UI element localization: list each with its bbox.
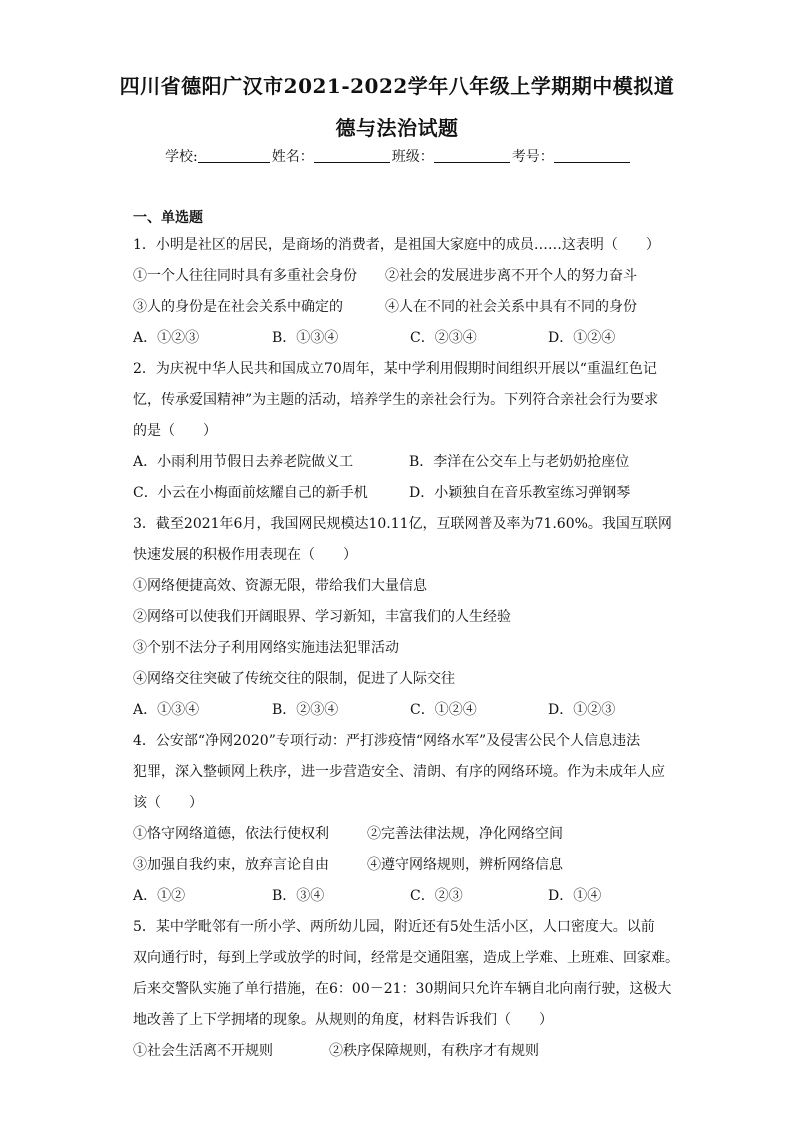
q4-statement-4: ④遵守网络规则，辨析网络信息 [367, 857, 563, 873]
q2-choice-c[interactable]: C．小云在小梅面前炫耀自己的新手机 [133, 485, 368, 501]
q4-choice-a[interactable]: A．①② [133, 888, 186, 904]
exam-number-blank[interactable] [554, 150, 630, 163]
q3-statement-4: ④网络交往突破了传统交往的限制，促进了人际交往 [133, 671, 455, 687]
q3-stem-line1: 3．截至2021年6月，我国网民规模达10.11亿，互联网普及率为71.60%。我国互联网 [133, 516, 672, 532]
q3-choice-b[interactable]: B．②③④ [272, 702, 339, 718]
q3-statement-2: ②网络可以使我们开阔眼界、学习新知，丰富我们的人生经验 [133, 609, 511, 625]
q4-statement-1: ①恪守网络道德，依法行使权利 [133, 826, 329, 842]
exam-number-label: 考号： [511, 149, 554, 165]
school-label: 学校: [165, 149, 198, 165]
q1-statement-3: ③人的身份是在社会关系中确定的 [133, 299, 343, 315]
q4-choice-c[interactable]: C．②③ [410, 888, 463, 904]
q1-statements-row1 [133, 261, 663, 292]
section-heading: 一、单选题 [133, 210, 203, 226]
q5-stem-line2: 双向通行时，每到上学或放学的时间，经常是交通阻塞，造成上学难、上班难、回家难。 [133, 950, 679, 966]
q2-stem-line3: 的是（ ） [133, 423, 217, 439]
q5-stem-line1: 5．某中学毗邻有一所小学、两所幼儿园，附近还有5处生活小区，人口密度大。以前 [133, 919, 655, 935]
school-blank[interactable] [198, 150, 270, 163]
q2-choice-b[interactable]: B．李洋在公交车上与老奶奶抢座位 [409, 454, 630, 470]
q2-stem-line2: 忆，传承爱国精神”为主题的活动，培养学生的亲社会行为。下列符合亲社会行为要求 [133, 392, 659, 408]
q4-stem-line1: 4．公安部“净网2020”专项行动：严打涉疫情“网络水军”及侵害公民个人信息违法 [133, 733, 641, 749]
q4-choices [133, 881, 663, 912]
q4-choice-d[interactable]: D．①④ [548, 888, 602, 904]
q3-choice-c[interactable]: C．①②④ [410, 702, 477, 718]
q5-statement-2: ②秩序保障规则，有秩序才有规则 [329, 1043, 539, 1059]
q5-stem-line4: 地改善了上下学拥堵的现象。从规则的角度，材料告诉我们（ ） [133, 1012, 553, 1028]
q2-choices-row1 [133, 447, 663, 478]
q1-statement-2: ②社会的发展进步离不开个人的努力奋斗 [385, 268, 637, 284]
q2-stem-line1: 2．为庆祝中华人民共和国成立70周年，某中学利用假期时间组织开展以“重温红色记 [133, 361, 657, 377]
q1-statements-row2 [133, 292, 663, 323]
student-info-row [165, 146, 632, 166]
q3-choice-d[interactable]: D．①②③ [548, 702, 616, 718]
q1-choice-a[interactable]: A．①②③ [133, 330, 200, 346]
q1-statement-4: ④人在不同的社会关系中具有不同的身份 [385, 299, 637, 315]
class-label: 班级： [391, 149, 434, 165]
q3-choices [133, 695, 663, 726]
name-label: 姓名： [271, 149, 314, 165]
q4-statement-2: ②完善法律法规，净化网络空间 [367, 826, 563, 842]
q1-statement-1: ①一个人往往同时具有多重社会身份 [133, 268, 357, 284]
q4-statements-row2 [133, 850, 663, 881]
q4-statement-3: ③加强自我约束，放弃言论自由 [133, 857, 329, 873]
q4-choice-b[interactable]: B．③④ [272, 888, 325, 904]
q2-choices-row2 [133, 478, 663, 509]
q1-choices [133, 323, 663, 354]
q2-choice-a[interactable]: A．小雨利用节假日去养老院做义工 [133, 454, 354, 470]
q3-statement-1: ①网络便捷高效、资源无限，带给我们大量信息 [133, 578, 427, 594]
exam-title-line2: 德与法治试题 [335, 116, 459, 140]
q2-choice-d[interactable]: D．小颖独自在音乐教室练习弹钢琴 [409, 485, 631, 501]
q1-choice-b[interactable]: B．①③④ [272, 330, 339, 346]
class-blank[interactable] [434, 150, 510, 163]
q3-statement-3: ③个别不法分子利用网络实施违法犯罪活动 [133, 640, 399, 656]
q4-stem-line2: 犯罪，深入整顿网上秩序，进一步营造安全、清朗、有序的网络环境。作为未成年人应 [133, 764, 665, 780]
q5-stem-line3: 后来交警队实施了单行措施，在6：00－21：30期间只允许车辆自北向南行驶，这极大 [133, 981, 672, 997]
name-blank[interactable] [314, 150, 390, 163]
question-list [133, 230, 679, 1067]
q1-choice-d[interactable]: D．①②④ [548, 330, 616, 346]
q5-statement-1: ①社会生活离不开规则 [133, 1043, 273, 1059]
q4-statements-row1 [133, 819, 663, 850]
q4-stem-line3: 该（ ） [133, 795, 203, 811]
q5-statements-row1 [133, 1036, 663, 1067]
exam-title-line1: 四川省德阳广汉市2021-2022学年八年级上学期期中模拟道 [119, 74, 675, 98]
q3-choice-a[interactable]: A．①③④ [133, 702, 200, 718]
q1-choice-c[interactable]: C．②③④ [410, 330, 477, 346]
q3-stem-line2: 快速发展的积极作用表现在（ ） [133, 547, 357, 563]
q1-stem: 1．小明是社区的居民，是商场的消费者，是祖国大家庭中的成员……这表明（ ） [133, 237, 660, 253]
